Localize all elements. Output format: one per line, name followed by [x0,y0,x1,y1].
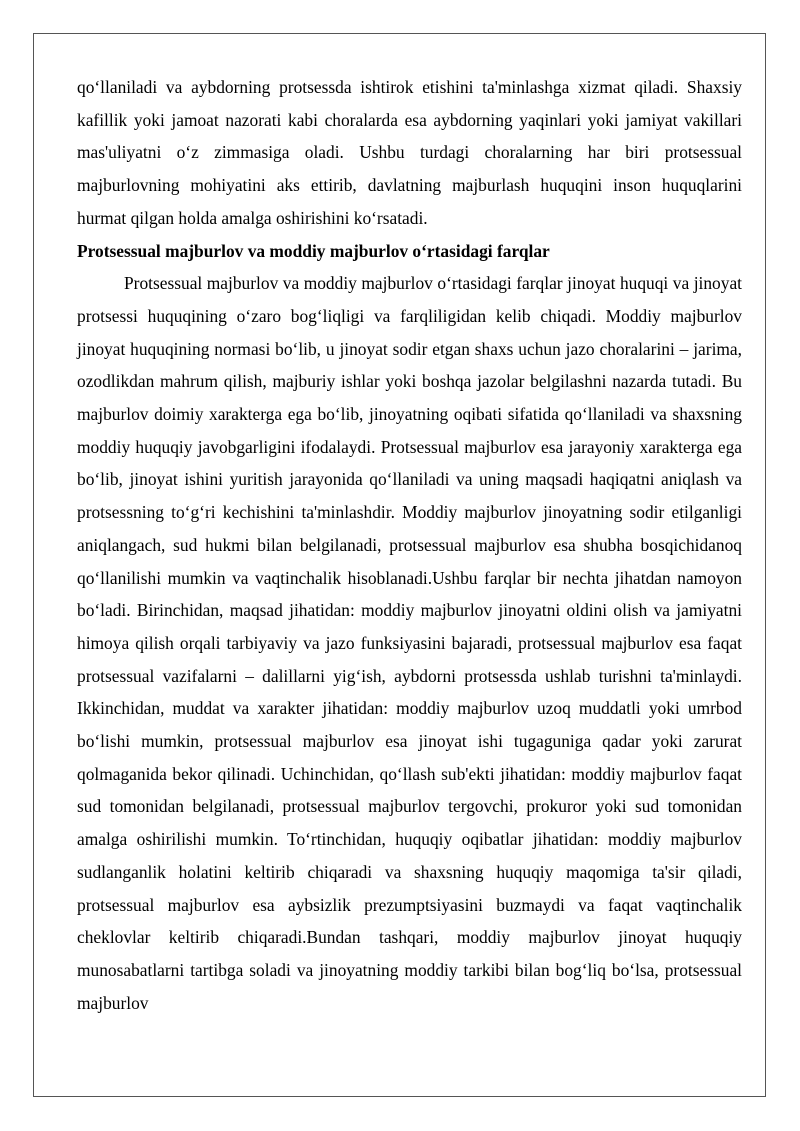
paragraph-continuation: qo‘llaniladi va aybdorning protsessda ishtirok etishini ta'minlashga xizmat qiladi. Shaxsiy kafillik yoki jamoat nazorati kabi choralarda esa aybdorning yaqinlari yoki jamiyat vakillari mas'uliyatni o‘z zimmasiga oladi. Ushbu turdagi choralarning har biri protsessual majburlovning mohiyatini aks ettirib, davlatning majburlash huquqini inson huquqlarini hurmat qilgan holda amalga oshirishini ko‘rsatadi. [77,77,742,228]
section-heading: Protsessual majburlov va moddiy majburlov o‘rtasidagi farqlar [77,240,550,261]
document-body [77,71,742,1019]
section-paragraph: Protsessual majburlov va moddiy majburlov o‘rtasidagi farqlar jinoyat huquqi va jinoyat protsessi huquqining o‘zaro bog‘liqligi va farqliligidan kelib chiqadi. Moddiy majburlov jinoyat huquqining normasi bo‘lib, u jinoyat sodir etgan shaxs uchun jazo choralarini – jarima, ozodlikdan mahrum qilish, majburiy ishlar yoki boshqa jazolar belgilashni nazarda tutadi. Bu majburlov doimiy xarakterga ega bo‘lib, jinoyatning oqibati sifatida qo‘llaniladi va shaxsning moddiy huquqiy javobgarligini ifodalaydi. Protsessual majburlov esa jarayoniy xarakterga ega bo‘lib, jinoyat ishini yuritish jarayonida qo‘llaniladi va uning maqsadi haqiqatni aniqlash va protsessning to‘g‘ri kechishini ta'minlashdir. Moddiy majburlov jinoyatning sodir etilganligi aniqlangach, sud hukmi bilan belgilanadi, protsessual majburlov esa shubha bosqichidanoq qo‘llanilishi mumkin va vaqtinchalik hisoblanadi.Ushbu farqlar bir nechta jihatdan namoyon bo‘ladi. Birinchidan, maqsad jihatidan: moddiy majburlov jinoyatni oldini olish va jamiyatni himoya qilish orqali tarbiyaviy va jazo funksiyasini bajaradi, protsessual majburlov esa faqat protsessual vazifalarni – dalillarni yig‘ish, aybdorni protsessda ushlab turishni ta'minlaydi. Ikkinchidan, muddat va xarakter jihatidan: moddiy majburlov uzoq muddatli yoki umrbod bo‘lishi mumkin, protsessual majburlov esa jinoyat ishi tugaguniga qadar yoki zarurat qolmaganida bekor qilinadi. Uchinchidan, qo‘llash sub'ekti jihatidan: moddiy majburlov faqat sud tomonidan belgilanadi, protsessual majburlov tergovchi, prokuror yoki sud tomonidan amalga oshirilishi mumkin. To‘rtinchidan, huquqiy oqibatlar jihatidan: moddiy majburlov sudlanganlik holatini keltirib chiqaradi va shaxsning huquqiy maqomiga ta'sir qiladi, protsessual majburlov esa aybsizlik prezumptsiyasini buzmaydi va faqat vaqtinchalik cheklovlar keltirib chiqaradi.Bundan tashqari, moddiy majburlov jinoyat huquqiy munosabatlarni tartibga soladi va jinoyatning moddiy tarkibi bilan bog‘liq bo‘lsa, protsessual majburlov [77,273,742,1013]
